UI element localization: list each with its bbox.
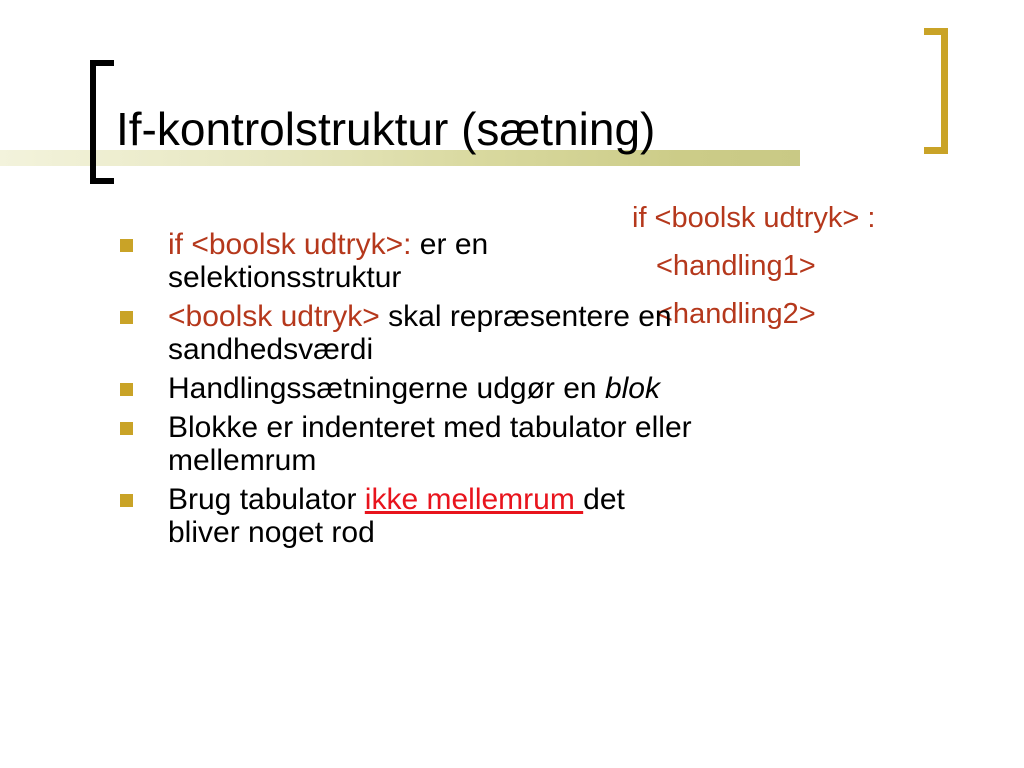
bullet-text: Handlingssætningerne udgør en [168,372,605,405]
code-line-handling2: <handling2> [656,298,816,330]
bullet-item [118,483,698,549]
bullet-item [118,411,698,477]
bullet-code-text: if <boolsk udtryk>: [168,228,412,261]
bullet-text: skal repræsentere en sandhedsværdi [168,300,672,366]
right-bracket-decoration [924,28,948,154]
bullet-item [118,228,698,294]
bullet-text: det bliver noget rod [168,483,625,549]
code-line-if: if <boolsk udtryk> : [632,202,876,234]
bullet-square-icon [120,383,133,396]
bullet-square-icon [120,239,133,252]
bullet-square-icon [120,494,133,507]
bullet-link-text[interactable]: ikke mellemrum [364,483,584,516]
bullet-code-text: <boolsk udtryk> [168,300,380,333]
bullet-italic-text: blok [604,372,660,405]
bullet-item [118,372,698,405]
bullet-text: Brug tabulator [168,483,365,516]
bullet-item [118,300,698,366]
slide-title: If-kontrolstruktur (sætning) [116,103,656,155]
bullet-list [118,228,698,555]
bullet-text: Blokke er indenteret med tabulator eller mellemrum [168,411,692,477]
bullet-square-icon [120,311,133,324]
left-bracket-decoration [90,60,114,184]
bullet-square-icon [120,422,133,435]
bullet-text: er en selektionsstruktur [168,228,489,294]
code-line-handling1: <handling1> [656,250,816,282]
